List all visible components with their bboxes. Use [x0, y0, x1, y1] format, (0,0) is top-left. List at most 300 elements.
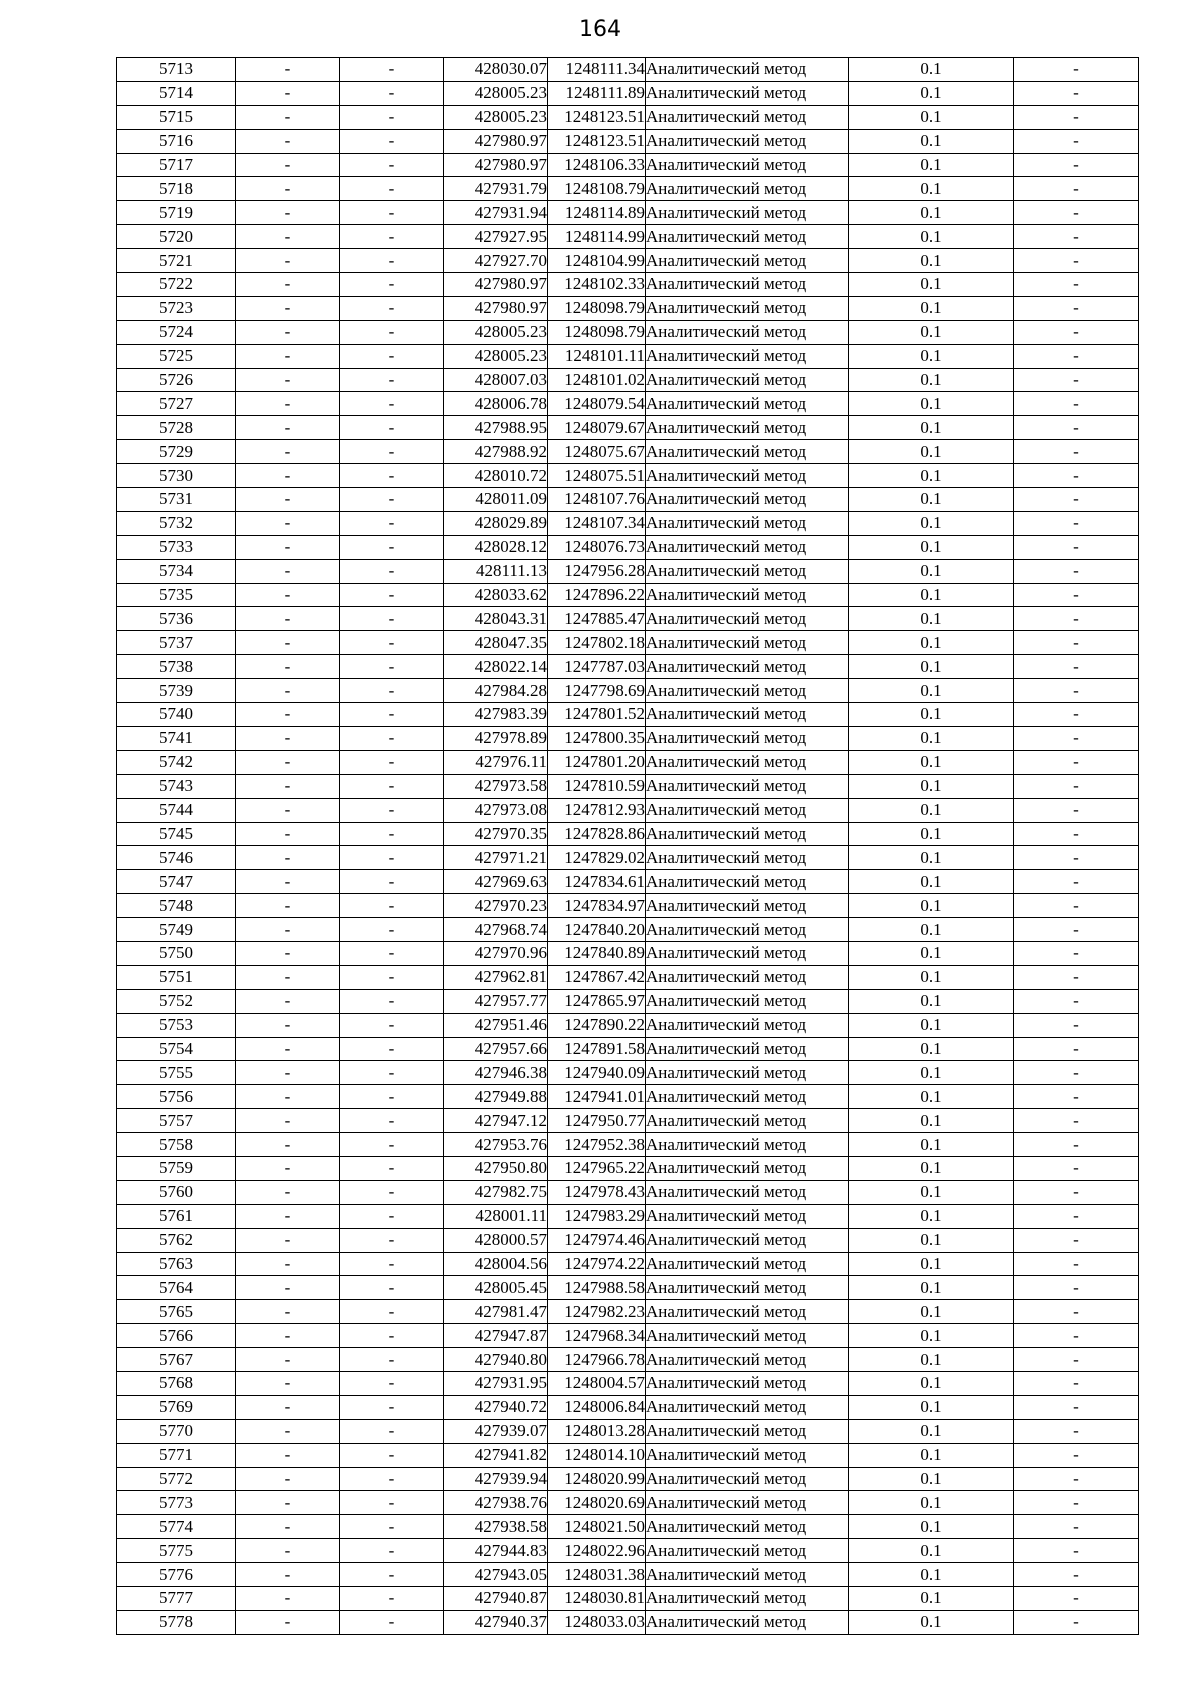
y-coordinate-cell: 1248006.84: [548, 1395, 646, 1419]
x-coordinate-cell: 427946.38: [444, 1061, 548, 1085]
table-row: [117, 1228, 1139, 1252]
table-row: [117, 392, 1139, 416]
point-number-cell: 5752: [117, 989, 236, 1013]
y-coordinate-cell: 1248033.03: [548, 1610, 646, 1634]
dash-cell: -: [1014, 1180, 1139, 1204]
point-number-cell: 5756: [117, 1085, 236, 1109]
dash-cell: -: [236, 1204, 340, 1228]
dash-cell: -: [1014, 1013, 1139, 1037]
y-coordinate-cell: 1248098.79: [548, 320, 646, 344]
dash-cell: -: [236, 1109, 340, 1133]
dash-cell: -: [340, 870, 444, 894]
dash-cell: -: [1014, 535, 1139, 559]
dash-cell: -: [236, 225, 340, 249]
accuracy-cell: 0.1: [849, 1419, 1014, 1443]
x-coordinate-cell: 428030.07: [444, 58, 548, 82]
method-cell: Аналитический метод: [646, 464, 849, 488]
table-row: [117, 870, 1139, 894]
table-row: [117, 511, 1139, 535]
dash-cell: -: [236, 1085, 340, 1109]
point-number-cell: 5741: [117, 726, 236, 750]
dash-cell: -: [1014, 1371, 1139, 1395]
table-row: [117, 1443, 1139, 1467]
dash-cell: -: [1014, 1539, 1139, 1563]
x-coordinate-cell: 428007.03: [444, 368, 548, 392]
dash-cell: -: [236, 535, 340, 559]
y-coordinate-cell: 1248075.67: [548, 440, 646, 464]
dash-cell: -: [1014, 1467, 1139, 1491]
dash-cell: -: [340, 392, 444, 416]
method-cell: Аналитический метод: [646, 392, 849, 416]
point-number-cell: 5725: [117, 344, 236, 368]
x-coordinate-cell: 428004.56: [444, 1252, 548, 1276]
y-coordinate-cell: 1248079.54: [548, 392, 646, 416]
dash-cell: -: [1014, 918, 1139, 942]
table-row: [117, 846, 1139, 870]
table-row: [117, 81, 1139, 105]
y-coordinate-cell: 1247829.02: [548, 846, 646, 870]
accuracy-cell: 0.1: [849, 989, 1014, 1013]
y-coordinate-cell: 1247952.38: [548, 1133, 646, 1157]
dash-cell: -: [1014, 177, 1139, 201]
dash-cell: -: [340, 583, 444, 607]
point-number-cell: 5720: [117, 225, 236, 249]
dash-cell: -: [1014, 607, 1139, 631]
y-coordinate-cell: 1248020.69: [548, 1491, 646, 1515]
method-cell: Аналитический метод: [646, 607, 849, 631]
table-body: [117, 58, 1139, 1635]
dash-cell: -: [236, 1252, 340, 1276]
page-number: 164: [579, 17, 621, 42]
method-cell: Аналитический метод: [646, 440, 849, 464]
point-number-cell: 5738: [117, 655, 236, 679]
dash-cell: -: [236, 105, 340, 129]
accuracy-cell: 0.1: [849, 1085, 1014, 1109]
dash-cell: -: [1014, 81, 1139, 105]
x-coordinate-cell: 428000.57: [444, 1228, 548, 1252]
accuracy-cell: 0.1: [849, 296, 1014, 320]
dash-cell: -: [236, 750, 340, 774]
dash-cell: -: [1014, 631, 1139, 655]
point-number-cell: 5770: [117, 1419, 236, 1443]
dash-cell: -: [340, 1037, 444, 1061]
method-cell: Аналитический метод: [646, 1395, 849, 1419]
table-row: [117, 1539, 1139, 1563]
x-coordinate-cell: 427927.70: [444, 249, 548, 273]
method-cell: Аналитический метод: [646, 559, 849, 583]
method-cell: Аналитический метод: [646, 273, 849, 297]
dash-cell: -: [340, 105, 444, 129]
method-cell: Аналитический метод: [646, 1109, 849, 1133]
dash-cell: -: [1014, 559, 1139, 583]
y-coordinate-cell: 1248020.99: [548, 1467, 646, 1491]
table-row: [117, 822, 1139, 846]
dash-cell: -: [340, 1395, 444, 1419]
x-coordinate-cell: 427970.96: [444, 941, 548, 965]
x-coordinate-cell: 427980.97: [444, 296, 548, 320]
table-row: [117, 1156, 1139, 1180]
x-coordinate-cell: 428005.23: [444, 344, 548, 368]
dash-cell: -: [1014, 703, 1139, 727]
x-coordinate-cell: 427931.95: [444, 1371, 548, 1395]
dash-cell: -: [1014, 965, 1139, 989]
dash-cell: -: [1014, 320, 1139, 344]
dash-cell: -: [1014, 750, 1139, 774]
dash-cell: -: [1014, 989, 1139, 1013]
x-coordinate-cell: 427957.77: [444, 989, 548, 1013]
table-row: [117, 607, 1139, 631]
coordinates-table: [116, 57, 1139, 1635]
point-number-cell: 5757: [117, 1109, 236, 1133]
dash-cell: -: [340, 273, 444, 297]
table-row: [117, 58, 1139, 82]
dash-cell: -: [236, 392, 340, 416]
y-coordinate-cell: 1247940.09: [548, 1061, 646, 1085]
point-number-cell: 5774: [117, 1515, 236, 1539]
dash-cell: -: [1014, 129, 1139, 153]
dash-cell: -: [340, 1539, 444, 1563]
accuracy-cell: 0.1: [849, 1061, 1014, 1085]
method-cell: Аналитический метод: [646, 81, 849, 105]
point-number-cell: 5732: [117, 511, 236, 535]
point-number-cell: 5743: [117, 774, 236, 798]
point-number-cell: 5737: [117, 631, 236, 655]
table-row: [117, 1348, 1139, 1372]
method-cell: Аналитический метод: [646, 416, 849, 440]
x-coordinate-cell: 428005.23: [444, 105, 548, 129]
x-coordinate-cell: 427978.89: [444, 726, 548, 750]
accuracy-cell: 0.1: [849, 488, 1014, 512]
accuracy-cell: 0.1: [849, 58, 1014, 82]
dash-cell: -: [1014, 392, 1139, 416]
y-coordinate-cell: 1247828.86: [548, 822, 646, 846]
y-coordinate-cell: 1247801.52: [548, 703, 646, 727]
point-number-cell: 5728: [117, 416, 236, 440]
y-coordinate-cell: 1248102.33: [548, 273, 646, 297]
dash-cell: -: [1014, 822, 1139, 846]
table-row: [117, 1491, 1139, 1515]
point-number-cell: 5777: [117, 1587, 236, 1611]
point-number-cell: 5742: [117, 750, 236, 774]
dash-cell: -: [236, 1443, 340, 1467]
method-cell: Аналитический метод: [646, 1515, 849, 1539]
method-cell: Аналитический метод: [646, 1156, 849, 1180]
table-row: [117, 249, 1139, 273]
table-row: [117, 320, 1139, 344]
dash-cell: -: [236, 1156, 340, 1180]
dash-cell: -: [1014, 1515, 1139, 1539]
y-coordinate-cell: 1247867.42: [548, 965, 646, 989]
dash-cell: -: [1014, 1228, 1139, 1252]
point-number-cell: 5747: [117, 870, 236, 894]
table-row: [117, 1013, 1139, 1037]
table-row: [117, 726, 1139, 750]
accuracy-cell: 0.1: [849, 918, 1014, 942]
point-number-cell: 5772: [117, 1467, 236, 1491]
dash-cell: -: [340, 1276, 444, 1300]
dash-cell: -: [1014, 1443, 1139, 1467]
dash-cell: -: [1014, 1156, 1139, 1180]
dash-cell: -: [340, 1610, 444, 1634]
point-number-cell: 5776: [117, 1563, 236, 1587]
dash-cell: -: [340, 416, 444, 440]
dash-cell: -: [236, 655, 340, 679]
dash-cell: -: [1014, 249, 1139, 273]
dash-cell: -: [340, 1371, 444, 1395]
y-coordinate-cell: 1248107.34: [548, 511, 646, 535]
point-number-cell: 5764: [117, 1276, 236, 1300]
accuracy-cell: 0.1: [849, 1276, 1014, 1300]
method-cell: Аналитический метод: [646, 249, 849, 273]
dash-cell: -: [236, 1467, 340, 1491]
dash-cell: -: [340, 201, 444, 225]
dash-cell: -: [340, 1491, 444, 1515]
dash-cell: -: [340, 296, 444, 320]
accuracy-cell: 0.1: [849, 1204, 1014, 1228]
accuracy-cell: 0.1: [849, 1491, 1014, 1515]
dash-cell: -: [340, 750, 444, 774]
method-cell: Аналитический метод: [646, 1228, 849, 1252]
point-number-cell: 5744: [117, 798, 236, 822]
point-number-cell: 5767: [117, 1348, 236, 1372]
table-row: [117, 1133, 1139, 1157]
method-cell: Аналитический метод: [646, 1300, 849, 1324]
point-number-cell: 5719: [117, 201, 236, 225]
x-coordinate-cell: 427947.87: [444, 1324, 548, 1348]
x-coordinate-cell: 427976.11: [444, 750, 548, 774]
dash-cell: -: [340, 1228, 444, 1252]
dash-cell: -: [340, 320, 444, 344]
accuracy-cell: 0.1: [849, 965, 1014, 989]
dash-cell: -: [236, 129, 340, 153]
method-cell: Аналитический метод: [646, 989, 849, 1013]
method-cell: Аналитический метод: [646, 870, 849, 894]
y-coordinate-cell: 1248111.89: [548, 81, 646, 105]
y-coordinate-cell: 1247978.43: [548, 1180, 646, 1204]
dash-cell: -: [1014, 488, 1139, 512]
x-coordinate-cell: 427940.87: [444, 1587, 548, 1611]
point-number-cell: 5755: [117, 1061, 236, 1085]
dash-cell: -: [236, 344, 340, 368]
dash-cell: -: [236, 177, 340, 201]
table-row: [117, 129, 1139, 153]
dash-cell: -: [340, 1443, 444, 1467]
accuracy-cell: 0.1: [849, 440, 1014, 464]
dash-cell: -: [236, 726, 340, 750]
x-coordinate-cell: 427973.58: [444, 774, 548, 798]
x-coordinate-cell: 427950.80: [444, 1156, 548, 1180]
dash-cell: -: [340, 798, 444, 822]
point-number-cell: 5746: [117, 846, 236, 870]
point-number-cell: 5736: [117, 607, 236, 631]
point-number-cell: 5734: [117, 559, 236, 583]
method-cell: Аналитический метод: [646, 1252, 849, 1276]
y-coordinate-cell: 1247896.22: [548, 583, 646, 607]
accuracy-cell: 0.1: [849, 320, 1014, 344]
dash-cell: -: [236, 249, 340, 273]
y-coordinate-cell: 1247798.69: [548, 679, 646, 703]
table-row: [117, 273, 1139, 297]
method-cell: Аналитический метод: [646, 1610, 849, 1634]
dash-cell: -: [236, 798, 340, 822]
dash-cell: -: [1014, 201, 1139, 225]
dash-cell: -: [340, 846, 444, 870]
point-number-cell: 5727: [117, 392, 236, 416]
dash-cell: -: [1014, 1324, 1139, 1348]
dash-cell: -: [1014, 344, 1139, 368]
dash-cell: -: [1014, 726, 1139, 750]
x-coordinate-cell: 428043.31: [444, 607, 548, 631]
dash-cell: -: [236, 1419, 340, 1443]
dash-cell: -: [340, 1300, 444, 1324]
y-coordinate-cell: 1247787.03: [548, 655, 646, 679]
y-coordinate-cell: 1247941.01: [548, 1085, 646, 1109]
dash-cell: -: [1014, 1204, 1139, 1228]
dash-cell: -: [236, 1013, 340, 1037]
y-coordinate-cell: 1248106.33: [548, 153, 646, 177]
dash-cell: -: [340, 1467, 444, 1491]
dash-cell: -: [340, 1061, 444, 1085]
dash-cell: -: [1014, 58, 1139, 82]
method-cell: Аналитический метод: [646, 1419, 849, 1443]
x-coordinate-cell: 427988.92: [444, 440, 548, 464]
dash-cell: -: [1014, 511, 1139, 535]
y-coordinate-cell: 1248075.51: [548, 464, 646, 488]
dash-cell: -: [1014, 1419, 1139, 1443]
y-coordinate-cell: 1247890.22: [548, 1013, 646, 1037]
y-coordinate-cell: 1247982.23: [548, 1300, 646, 1324]
accuracy-cell: 0.1: [849, 631, 1014, 655]
dash-cell: -: [1014, 225, 1139, 249]
dash-cell: -: [340, 58, 444, 82]
dash-cell: -: [340, 655, 444, 679]
dash-cell: -: [236, 1610, 340, 1634]
accuracy-cell: 0.1: [849, 750, 1014, 774]
point-number-cell: 5762: [117, 1228, 236, 1252]
table-row: [117, 1300, 1139, 1324]
method-cell: Аналитический метод: [646, 225, 849, 249]
y-coordinate-cell: 1247974.46: [548, 1228, 646, 1252]
point-number-cell: 5760: [117, 1180, 236, 1204]
accuracy-cell: 0.1: [849, 1037, 1014, 1061]
accuracy-cell: 0.1: [849, 894, 1014, 918]
method-cell: Аналитический метод: [646, 798, 849, 822]
x-coordinate-cell: 428022.14: [444, 655, 548, 679]
method-cell: Аналитический метод: [646, 511, 849, 535]
dash-cell: -: [236, 846, 340, 870]
table-row: [117, 1395, 1139, 1419]
dash-cell: -: [1014, 798, 1139, 822]
dash-cell: -: [1014, 1587, 1139, 1611]
dash-cell: -: [236, 1491, 340, 1515]
accuracy-cell: 0.1: [849, 1180, 1014, 1204]
dash-cell: -: [236, 1300, 340, 1324]
method-cell: Аналитический метод: [646, 1443, 849, 1467]
point-number-cell: 5768: [117, 1371, 236, 1395]
accuracy-cell: 0.1: [849, 368, 1014, 392]
table-row: [117, 1109, 1139, 1133]
dash-cell: -: [236, 1228, 340, 1252]
dash-cell: -: [1014, 296, 1139, 320]
accuracy-cell: 0.1: [849, 679, 1014, 703]
accuracy-cell: 0.1: [849, 1348, 1014, 1372]
dash-cell: -: [236, 1563, 340, 1587]
method-cell: Аналитический метод: [646, 655, 849, 679]
accuracy-cell: 0.1: [849, 201, 1014, 225]
table-row: [117, 965, 1139, 989]
point-number-cell: 5745: [117, 822, 236, 846]
dash-cell: -: [236, 273, 340, 297]
dash-cell: -: [236, 774, 340, 798]
dash-cell: -: [1014, 870, 1139, 894]
dash-cell: -: [236, 1587, 340, 1611]
accuracy-cell: 0.1: [849, 1587, 1014, 1611]
table-row: [117, 703, 1139, 727]
accuracy-cell: 0.1: [849, 822, 1014, 846]
x-coordinate-cell: 427940.72: [444, 1395, 548, 1419]
table-row: [117, 631, 1139, 655]
method-cell: Аналитический метод: [646, 1133, 849, 1157]
y-coordinate-cell: 1247966.78: [548, 1348, 646, 1372]
method-cell: Аналитический метод: [646, 1204, 849, 1228]
method-cell: Аналитический метод: [646, 488, 849, 512]
dash-cell: -: [340, 1563, 444, 1587]
dash-cell: -: [340, 153, 444, 177]
dash-cell: -: [1014, 894, 1139, 918]
point-number-cell: 5724: [117, 320, 236, 344]
table-row: [117, 583, 1139, 607]
x-coordinate-cell: 427971.21: [444, 846, 548, 870]
table-row: [117, 1587, 1139, 1611]
x-coordinate-cell: 427940.37: [444, 1610, 548, 1634]
dash-cell: -: [236, 1133, 340, 1157]
method-cell: Аналитический метод: [646, 105, 849, 129]
dash-cell: -: [236, 416, 340, 440]
y-coordinate-cell: 1248098.79: [548, 296, 646, 320]
accuracy-cell: 0.1: [849, 774, 1014, 798]
dash-cell: -: [1014, 679, 1139, 703]
table-row: [117, 1515, 1139, 1539]
dash-cell: -: [1014, 1348, 1139, 1372]
y-coordinate-cell: 1247801.20: [548, 750, 646, 774]
dash-cell: -: [1014, 1300, 1139, 1324]
dash-cell: -: [236, 559, 340, 583]
dash-cell: -: [340, 129, 444, 153]
table-row: [117, 1467, 1139, 1491]
x-coordinate-cell: 427949.88: [444, 1085, 548, 1109]
dash-cell: -: [340, 559, 444, 583]
dash-cell: -: [236, 870, 340, 894]
table-row: [117, 559, 1139, 583]
dash-cell: -: [340, 1515, 444, 1539]
accuracy-cell: 0.1: [849, 1371, 1014, 1395]
method-cell: Аналитический метод: [646, 1013, 849, 1037]
x-coordinate-cell: 427980.97: [444, 153, 548, 177]
table-row: [117, 1276, 1139, 1300]
table-row: [117, 1061, 1139, 1085]
dash-cell: -: [340, 1133, 444, 1157]
x-coordinate-cell: 427927.95: [444, 225, 548, 249]
accuracy-cell: 0.1: [849, 1109, 1014, 1133]
table-row: [117, 894, 1139, 918]
point-number-cell: 5739: [117, 679, 236, 703]
dash-cell: -: [1014, 1563, 1139, 1587]
accuracy-cell: 0.1: [849, 105, 1014, 129]
point-number-cell: 5773: [117, 1491, 236, 1515]
dash-cell: -: [1014, 655, 1139, 679]
dash-cell: -: [1014, 1395, 1139, 1419]
dash-cell: -: [236, 58, 340, 82]
